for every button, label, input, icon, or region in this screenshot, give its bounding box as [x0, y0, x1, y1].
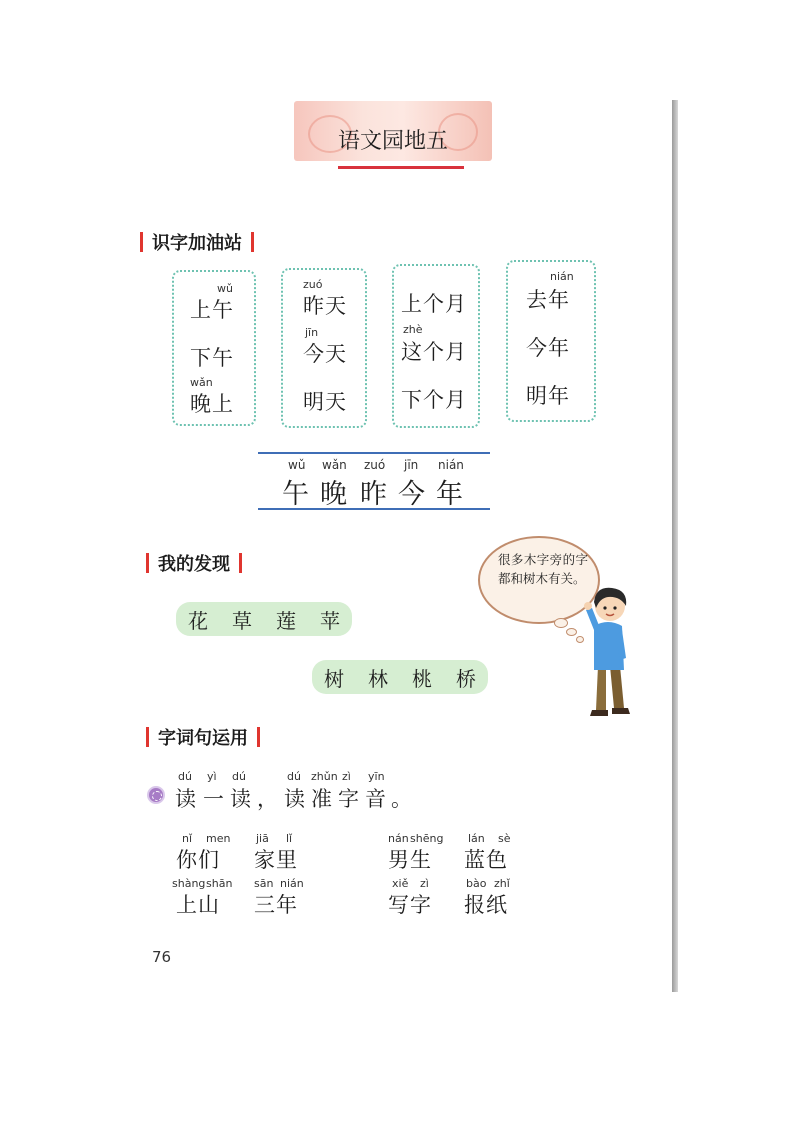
pinyin: lán: [468, 832, 485, 845]
word: 写字: [388, 893, 432, 917]
word: 上个月: [401, 292, 467, 316]
char: 花: [188, 608, 208, 633]
char: 桥: [456, 666, 476, 691]
pinyin: shān: [206, 877, 233, 890]
read-aloud-icon: [147, 786, 165, 804]
word-box-1: [172, 270, 256, 426]
instruction-char: 音: [365, 787, 387, 811]
pinyin: wǔ: [217, 282, 233, 295]
page-title: 语文园地五: [337, 129, 448, 154]
section-label: 我的发现: [158, 554, 230, 575]
word: 下个月: [401, 388, 467, 412]
word: 明天: [303, 390, 347, 414]
pinyin: sè: [498, 832, 511, 845]
word: 明年: [526, 384, 570, 408]
word-box-2: [281, 268, 367, 428]
instruction-char: 准: [311, 787, 333, 811]
instruction-char: 。: [391, 787, 413, 811]
word: 上山: [176, 893, 220, 917]
char: 午: [282, 479, 309, 510]
char: 昨: [360, 479, 387, 510]
word: 晚上: [190, 392, 234, 416]
word: 你们: [176, 848, 220, 872]
pinyin: yì: [207, 770, 217, 783]
char: 草: [232, 608, 252, 633]
pinyin: sān: [254, 877, 274, 890]
pinyin: zhè: [403, 323, 423, 336]
bubble-dot: [554, 618, 568, 628]
word: 家里: [254, 848, 298, 872]
pinyin: dú: [232, 770, 246, 783]
word: 报纸: [464, 893, 508, 917]
pinyin: shēng: [410, 832, 444, 845]
word: 这个月: [401, 340, 467, 364]
pinyin: yīn: [368, 770, 385, 783]
instruction-char: 读: [284, 787, 306, 811]
section-marker-right: [257, 727, 260, 747]
char: 晚: [320, 479, 347, 510]
char-pinyin: nián: [438, 458, 464, 472]
section-label: 识字加油站: [152, 233, 242, 254]
pinyin: xiě: [392, 877, 409, 890]
word-box-3: [392, 264, 480, 428]
char-pinyin: jīn: [404, 458, 419, 472]
pinyin: zì: [420, 877, 429, 890]
pinyin: jiā: [256, 832, 269, 845]
char: 莲: [276, 608, 296, 633]
pinyin: zì: [342, 770, 351, 783]
page-edge: [672, 100, 678, 992]
word: 去年: [526, 288, 570, 312]
bubble-dot: [576, 636, 584, 643]
char: 树: [324, 666, 344, 691]
pinyin: zhǔn: [311, 770, 338, 783]
section-header-3: [146, 724, 260, 750]
pinyin: nǐ: [182, 832, 193, 845]
pinyin: nián: [280, 877, 304, 890]
pinyin: lǐ: [286, 832, 293, 845]
char: 林: [368, 666, 388, 691]
pinyin: jīn: [305, 326, 319, 339]
word: 今年: [526, 336, 570, 360]
strip-top-line: [258, 452, 490, 454]
page-number: 76: [152, 948, 172, 966]
title-underline: [338, 166, 464, 169]
section-header-1: [140, 229, 254, 255]
thought-bubble-text: 很多木字旁的字都和树木有关。: [498, 552, 588, 586]
pinyin: shàng: [172, 877, 206, 890]
pinyin: zhǐ: [494, 877, 510, 890]
section-marker-right: [239, 553, 242, 573]
section-label: 字词句运用: [158, 728, 248, 749]
word: 三年: [254, 893, 298, 917]
instruction-char: ，: [257, 787, 279, 811]
section-header-2: [146, 550, 242, 576]
word: 蓝色: [464, 848, 508, 872]
char-pinyin: wǎn: [322, 458, 347, 472]
instruction-char: 字: [338, 787, 360, 811]
pinyin: bào: [466, 877, 487, 890]
bubble-dot: [566, 628, 577, 636]
pinyin: dú: [287, 770, 301, 783]
word: 下午: [190, 346, 234, 370]
char: 年: [436, 479, 463, 510]
pinyin: wǎn: [190, 376, 213, 389]
instruction-char: 读: [230, 787, 252, 811]
pinyin: dú: [178, 770, 192, 783]
pinyin: nán: [388, 832, 409, 845]
char-pinyin: zuó: [364, 458, 386, 472]
pinyin: men: [206, 832, 231, 845]
pinyin: nián: [550, 270, 574, 283]
word-box-4: [506, 260, 596, 422]
char: 苹: [320, 608, 340, 633]
section-marker-right: [251, 232, 254, 252]
char: 桃: [412, 666, 432, 691]
word: 上午: [190, 298, 234, 322]
pinyin: zuó: [303, 278, 323, 291]
word: 男生: [388, 848, 432, 872]
instruction-char: 读: [175, 787, 197, 811]
word: 昨天: [303, 294, 347, 318]
char: 今: [398, 479, 425, 510]
word: 今天: [303, 342, 347, 366]
radical-row-wood: [312, 660, 488, 694]
boy-illustration: [584, 584, 648, 720]
radical-row-grass: [176, 602, 352, 636]
char-pinyin: wǔ: [288, 458, 306, 472]
instruction-char: 一: [203, 787, 225, 811]
